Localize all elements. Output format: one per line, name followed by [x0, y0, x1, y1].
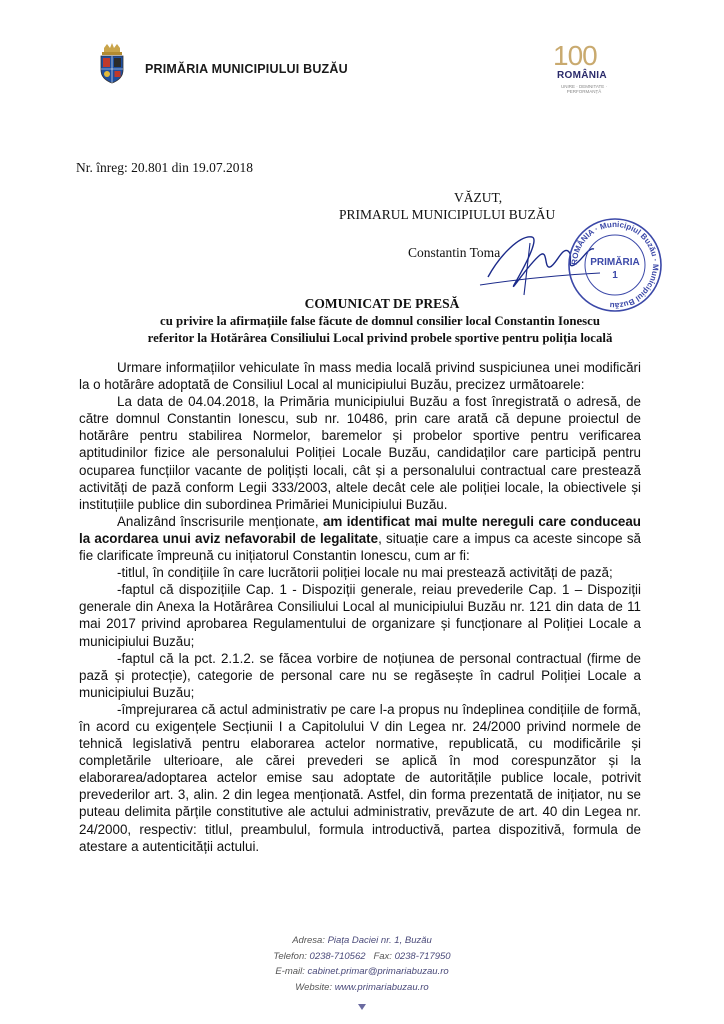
- footer-address: [0, 933, 724, 949]
- paragraph-3-tail: , situație care a impus ca aceste sincope să fie clarificate împreună cu inițiatorul Constantin Ionescu, cum ar fi:: [79, 530, 641, 564]
- footer-email: [0, 964, 724, 980]
- approval-title: PRIMARUL MUNICIPIULUI BUZĂU: [339, 207, 556, 222]
- centenary-logo: [545, 40, 625, 96]
- contact-footer: [0, 933, 724, 995]
- address-value: Piața Daciei nr. 1, Buzău: [327, 935, 432, 946]
- stamp-center-number: 1: [612, 270, 618, 281]
- body-paragraph-5: -faptul că dispozițiile Cap. 1 - Dispoziții generale, reiau prevederile Cap. 1 – Dispoziții generale din Anexa la Hotărârea Consiliului Local al municipiului Buzău nr. 121 din data de 11 mai 2017 privind aprobarea Regulamentului de organizare și funcționare al Poliției Locale a municipiului Buzău;: [79, 582, 641, 649]
- body-paragraph-7: -împrejurarea că actul administrativ pe care l-a propus nu îndeplinea condițiile de formă, în acord cu exigențele Secțiunii I a Capitolului V din Legea nr. 24/2000 privind normele de tehnică legislativă pentru elaborarea actelor normative, republicată, cu modificările și completările ulterioare, ale cărei prevederi se aplică în mod corespunzător și la elaborarea/adoptarea actelor emise sau adoptate de autoritățile publice locale, potrivit prevederilor art. 3, alin. 2 din legea menționată. Astfel, din forma prezentată de inițiator, nu se puteau delimita părțile constitutive ale actului administrativ, prevăzute de art. 40 din Legea nr. 24/2000, respectiv: titlul, preambulul, formula introductivă, partea dispozitivă, formula de atestare a autenticității actului.: [79, 701, 641, 854]
- institution-name: PRIMĂRIA MUNICIPIULUI BUZĂU: [145, 62, 348, 76]
- email-link[interactable]: cabinet.primar@primariabuzau.ro: [307, 966, 449, 977]
- body-paragraph-4: -titlul, în condițiile în care lucrătorii poliției locale nu mai prestează activități de pază;: [117, 565, 613, 581]
- subtitle-line-2: referitor la Hotărârea Consiliului Local privind probele sportive pentru poliția locală: [147, 331, 613, 345]
- press-release-body: [79, 359, 641, 855]
- logo-country: ROMÂNIA: [557, 70, 607, 81]
- logo-number: 100: [553, 40, 597, 71]
- website-link[interactable]: www.primariabuzau.ro: [334, 981, 429, 993]
- fax-value: 0238-717950: [394, 950, 451, 962]
- paragraph-3-lead: Analizând înscrisurile menționate,: [117, 513, 323, 529]
- body-paragraph-1: Urmare informațiilor vehiculate în mass media locală privind suspiciunea unei modificări la o hotărâre adoptată de Consiliul Local al municipiului Buzău, precizez următoarele:: [79, 360, 641, 393]
- website-label: Website:: [295, 981, 333, 993]
- press-release-title: COMUNICAT DE PRESĂ: [304, 296, 460, 311]
- body-paragraph-2: La data de 04.04.2018, la Primăria municipiului Buzău a fost înregistrată o adresă, de către domnul Constantin Ionescu, sub nr. 10486, prin care arată că depune proiectul de hotărâre pentru stabilirea Normelor, baremelor și probelor sportive pentru verificarea aptitudinilor fizice ale personalului Poliției Locale Buzău, candidaților care participă pentru ocuparea funcțiilor vacante de polițiști locali, cât și a personalului contractual care prestează activități de pază conform Legii 333/2003, altele decât cele ale poliției locale, la obiectivele și instituțiile publice din subordinea Primăriei Municipiului Buzău.: [79, 394, 641, 512]
- approval-seen: VĂZUT,: [454, 190, 503, 205]
- phone-label: Telefon:: [273, 950, 307, 962]
- body-paragraph-3: [79, 513, 641, 564]
- registration-number: Nr. înreg: 20.801 din 19.07.2018: [76, 160, 253, 175]
- logo-tagline: UNIRE · DEMNITATE · PERFORMANȚĂ: [560, 84, 608, 94]
- fax-label: Fax:: [373, 950, 392, 962]
- paragraph-3-emphasis: am identificat mai multe nereguli care conduceau la acordarea unui aviz nefavorabil de legalitate: [79, 513, 641, 546]
- footer-triangle-icon: [358, 1004, 366, 1010]
- body-paragraph-6: -faptul că la pct. 2.1.2. se făcea vorbire de noțiunea de personal contractual (firme de pază și protecție), categorie de personal care nu se regăsește în cadrul Poliției Locale a municipiului Buzău;: [79, 650, 641, 700]
- footer-phone: [0, 949, 724, 965]
- stamp-outer-path: ROMÂNIA · Municipiul Buzău · Municipiul Buzău: [569, 219, 661, 311]
- press-release-subtitle: [90, 313, 670, 347]
- email-label: E-mail:: [275, 966, 305, 977]
- city-coat-of-arms-icon: [96, 42, 128, 84]
- subtitle-line-1: cu privire la afirmațiile false făcute de domnul consilier local Constantin Ionescu: [160, 314, 600, 328]
- stamp-center-label: PRIMĂRIA: [590, 257, 640, 268]
- signer-name: Constantin Toma: [408, 245, 501, 260]
- address-label: Adresa:: [292, 935, 325, 946]
- footer-website: [0, 980, 724, 996]
- phone-value: 0238-710562: [309, 950, 366, 962]
